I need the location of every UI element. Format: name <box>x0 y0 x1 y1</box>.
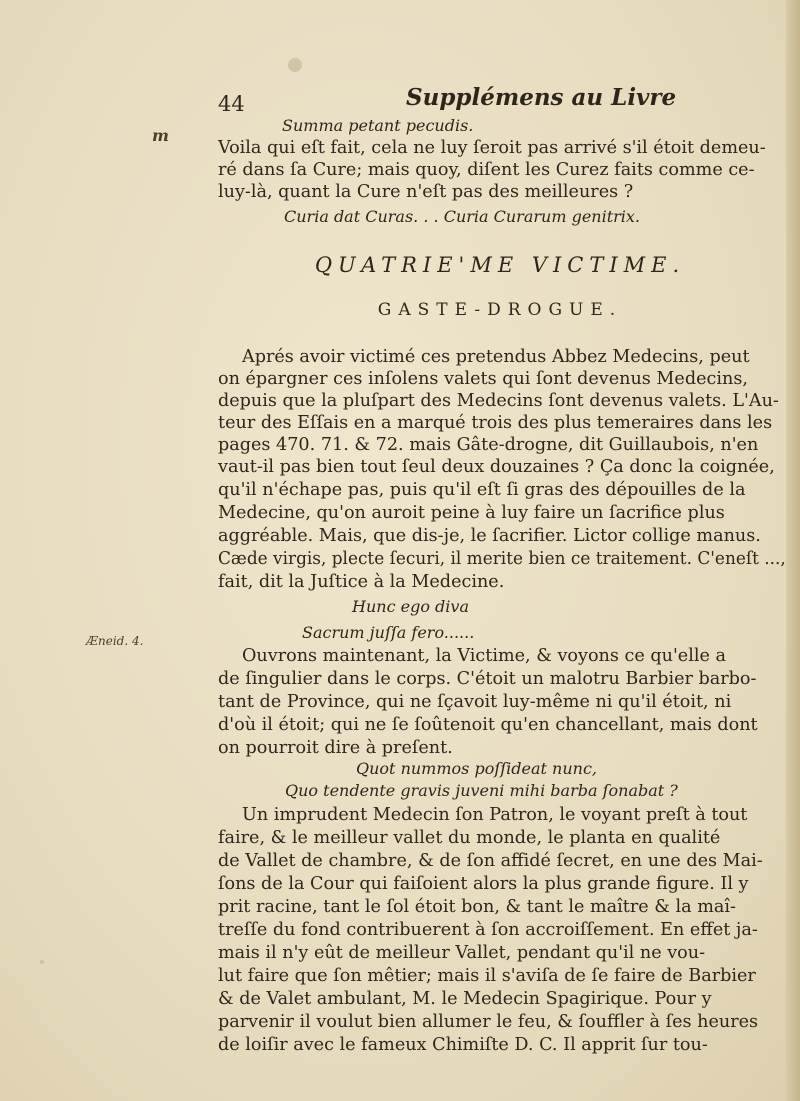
verse-line: Quo tendente gravis juveni mihi barba ſonabat ? <box>285 781 678 800</box>
text-line: d'où il étoit; qui ne ſe ſoûtenoit qu'en chancellant, mais dont <box>218 715 758 735</box>
text-line: treſſe du fond contribuerent à ſon accroiſſement. En effet ja- <box>218 920 758 940</box>
verse-line: Curia dat Curas. . . Curia Curarum genitrix. <box>284 207 641 226</box>
text-line: faire, & le meilleur vallet du monde, le planta en qualité <box>218 828 721 848</box>
text-line: Un imprudent Medecin ſon Patron, le voyant preſt à tout <box>242 805 748 825</box>
text-line: tant de Province, qui ne ſçavoit luy-même ni qu'il étoit, ni <box>218 692 732 712</box>
text-line: & de Valet ambulant, M. le Medecin Spagirique. Pour y <box>218 989 712 1009</box>
verse-line: Quot nummos poſſideat nunc, <box>356 759 598 778</box>
text-line: depuis que la pluſpart des Medecins ſont devenus valets. L'Au- <box>218 391 779 411</box>
text-line: fait, dit la Juſtice à la Medecine. <box>218 572 505 592</box>
text-line: mais il n'y eût de meilleur Vallet, pendant qu'il ne vou- <box>218 943 706 963</box>
paper-stain <box>288 58 302 72</box>
verse-line: Sacrum juſſa fero...... <box>302 623 475 642</box>
text-line: Cæde virgis, plecte ſecuri, il merite bien ce traitement. C'eneſt ..., <box>218 549 786 569</box>
margin-mark: m <box>152 126 169 145</box>
margin-reference: Æneid. 4. <box>86 634 144 648</box>
text-line: Ouvrons maintenant, la Victime, & voyons ce qu'elle a <box>242 646 726 666</box>
text-line: de ſingulier dans le corps. C'étoit un malotru Barbier barbo- <box>218 669 757 689</box>
text-line: on épargner ces inſolens valets qui ſont devenus Medecins, <box>218 369 748 389</box>
text-line: ré dans ſa Cure; mais quoy, diſent les Curez faits comme ce- <box>218 160 755 180</box>
text-line: prit racine, tant le ſol étoit bon, & tant le maître & la maî- <box>218 897 736 917</box>
text-line: parvenir il voulut bien allumer le feu, & ſouffler à ſes heures <box>218 1012 759 1032</box>
verse-line: Summa petant pecudis. <box>282 116 474 135</box>
text-line: qu'il n'échape pas, puis qu'il eſt ſi gras des dépouilles de la <box>218 480 746 500</box>
text-line: pages 470. 71. & 72. mais Gâte-drogne, dit Guillaubois, n'en <box>218 435 759 455</box>
verse-line: Hunc ego diva <box>352 597 469 616</box>
text-line: Medecine, qu'on auroit peine à luy faire un ſacrifice plus <box>218 503 725 523</box>
text-line: aggréable. Mais, que dis-je, le ſacrifier. Lictor collige manus. <box>218 526 761 546</box>
text-line: teur des Eſſais en a marqué trois des plus temeraires dans les <box>218 413 773 433</box>
running-head: Supplémens au Livre <box>406 84 677 111</box>
text-line: Voila qui eſt fait, cela ne luy ſeroit pas arrivé s'il étoit demeu- <box>218 138 766 158</box>
section-title: QUATRIE'ME VICTIME. <box>314 253 686 277</box>
text-line: Aprés avoir victimé ces pretendus Abbez Medecins, peut <box>242 347 750 367</box>
section-subtitle: GASTE-DROGUE. <box>377 300 623 320</box>
text-line: ſons de la Cour qui faiſoient alors la plus grande figure. Il y <box>218 874 749 894</box>
text-line: de loiſir avec le fameux Chimiſte D. C. Il apprit ſur tou- <box>218 1035 708 1055</box>
text-line: de Vallet de chambre, & de ſon affidé ſecret, en une des Mai- <box>218 851 763 871</box>
text-line: lut faire que ſon mêtier; mais il s'aviſa de ſe faire de Barbier <box>218 966 756 986</box>
page-number: 44 <box>218 92 245 116</box>
text-line: luy-là, quant la Cure n'eſt pas des meilleures ? <box>218 182 634 202</box>
page-edge <box>786 0 800 1101</box>
text-line: vaut-il pas bien tout ſeul deux douzaines ? Ça donc la coignée, <box>218 457 775 477</box>
text-line: on pourroit dire à preſent. <box>218 738 453 758</box>
paper-stain <box>40 960 44 964</box>
page-header <box>218 78 778 118</box>
